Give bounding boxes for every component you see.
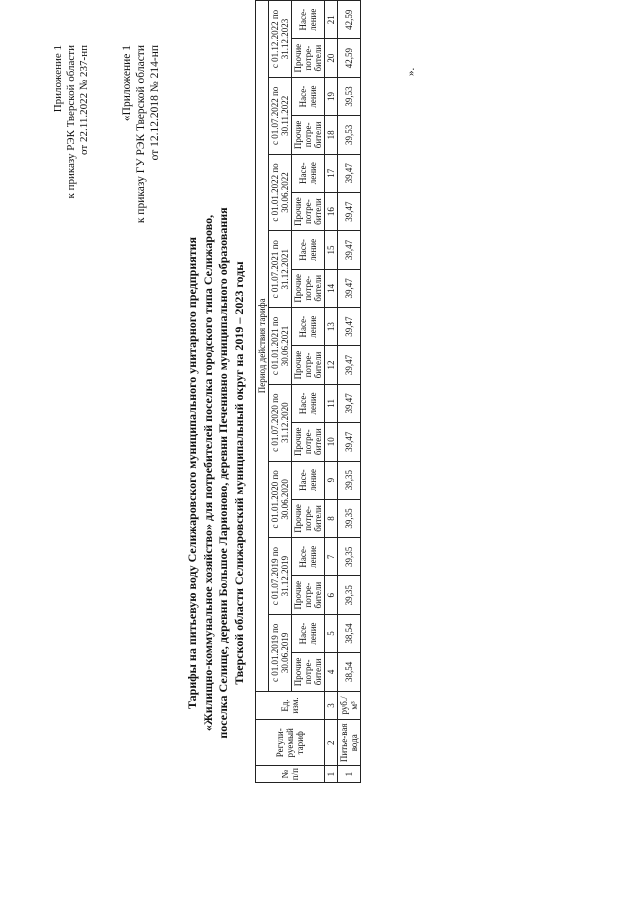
row-value-5: 39,35	[338, 499, 361, 538]
row-value-18: 42,59	[338, 1, 361, 39]
column-number-11: 11	[325, 384, 338, 422]
sub-population-1: Насе-ление	[292, 614, 325, 652]
title-line-3: поселка Селище, деревни Большое Ларионово, деревни Печенивно муниципального образования	[216, 207, 230, 739]
sub-population-7: Насе-ление	[292, 154, 325, 192]
column-number-16: 16	[325, 192, 338, 231]
row-value-7: 39,47	[338, 422, 361, 461]
row-value-16: 39,53	[338, 77, 361, 115]
sub-other-9: Прочие потре-бители	[292, 39, 325, 78]
column-number-17: 17	[325, 154, 338, 192]
column-number-20: 20	[325, 39, 338, 78]
period-8: с 01.07.2022 по 30.11.2022	[269, 77, 292, 154]
sub-other-6: Прочие потре-бители	[292, 269, 325, 308]
row-value-9: 39,47	[338, 346, 361, 385]
header-row-consumers	[292, 1, 325, 783]
sub-other-5: Прочие потре-бители	[292, 346, 325, 385]
column-number-7: 7	[325, 538, 338, 576]
sub-population-3: Насе-ление	[292, 461, 325, 499]
appendix-line-3: от 22.11.2022 № 237-нп	[78, 45, 90, 155]
row-tariff: Питье-вая вода	[338, 720, 361, 766]
column-number-15: 15	[325, 231, 338, 269]
row-num: 1	[338, 766, 361, 783]
header-row-1	[256, 1, 269, 783]
column-number-3: 3	[325, 691, 338, 720]
row-value-4: 39,35	[338, 538, 361, 576]
header-row-periods	[269, 1, 292, 783]
sub-population-6: Насе-ление	[292, 231, 325, 269]
row-value-6: 39,35	[338, 461, 361, 499]
sub-population-5: Насе-ление	[292, 308, 325, 346]
period-2: с 01.07.2019 по 31.12.2019	[269, 538, 292, 615]
original-line-1: «Приложение 1	[121, 45, 133, 122]
sub-population-2: Насе-ление	[292, 538, 325, 576]
column-number-1: 1	[325, 766, 338, 783]
column-number-5: 5	[325, 614, 338, 652]
table-row	[338, 1, 361, 783]
header-tariff: Регули-руемый тариф	[256, 720, 325, 766]
title-line-1: Тарифы на питьевую воду Селижаровского муниципального унитарного предприятия	[185, 236, 199, 710]
column-number-row	[325, 1, 338, 783]
row-value-17: 42,59	[338, 39, 361, 78]
period-5: с 01.01.2021 по 30.06.2021	[269, 308, 292, 385]
column-number-2: 2	[325, 720, 338, 766]
appendix-line-1: Приложение 1	[52, 45, 64, 113]
sub-population-8: Насе-ление	[292, 77, 325, 115]
sub-population-4: Насе-ление	[292, 384, 325, 422]
header-num: № п/п	[256, 766, 325, 783]
period-6: с 01.07.2021 по 31.12.2021	[269, 231, 292, 308]
original-appendix-header	[120, 45, 162, 305]
header-period: Период действия тарифа	[256, 1, 269, 692]
appendix-line-2: к приказу РЭК Тверской области	[65, 45, 77, 199]
row-value-2: 38,54	[338, 614, 361, 652]
sub-other-3: Прочие потре-бители	[292, 499, 325, 538]
column-number-21: 21	[325, 1, 338, 39]
header-unit: Ед. изм.	[256, 691, 325, 720]
row-value-15: 39,53	[338, 116, 361, 155]
row-unit: руб./м³	[338, 691, 361, 720]
row-value-8: 39,47	[338, 384, 361, 422]
row-value-11: 39,47	[338, 269, 361, 308]
column-number-8: 8	[325, 499, 338, 538]
sub-population-9: Насе-ление	[292, 1, 325, 39]
original-line-2: к приказу ГУ РЭК Тверской области	[135, 45, 147, 224]
column-number-6: 6	[325, 576, 338, 615]
original-line-3: от 12.12.2018 № 214-нп	[149, 45, 161, 161]
sub-other-1: Прочие потре-бители	[292, 653, 325, 692]
row-value-10: 39,47	[338, 308, 361, 346]
row-value-12: 39,47	[338, 231, 361, 269]
row-value-14: 39,47	[338, 154, 361, 192]
document-title	[185, 153, 247, 793]
sub-other-7: Прочие потре-бители	[292, 192, 325, 231]
column-number-9: 9	[325, 461, 338, 499]
sub-other-8: Прочие потре-бители	[292, 116, 325, 155]
period-4: с 01.07.2020 по 31.12.2020	[269, 384, 292, 461]
title-line-4: Тверской области Селижаровский муниципальный округ на 2019 – 2023 годы	[231, 261, 246, 685]
sub-other-2: Прочие потре-бители	[292, 576, 325, 615]
closing-quote: ».	[405, 67, 417, 76]
column-number-18: 18	[325, 116, 338, 155]
period-9: с 01.12.2022 по 31.12.2023	[269, 1, 292, 78]
row-value-3: 39,35	[338, 576, 361, 615]
column-number-13: 13	[325, 308, 338, 346]
appendix-header	[52, 45, 91, 275]
sub-other-4: Прочие потре-бители	[292, 422, 325, 461]
period-3: с 01.01.2020 по 30.06.2020	[269, 461, 292, 538]
period-1: с 01.01.2019 по 30.06.2019	[269, 614, 292, 691]
period-7: с 01.01.2022 по 30.06.2022	[269, 154, 292, 231]
column-number-14: 14	[325, 269, 338, 308]
tariff-table	[255, 0, 361, 783]
column-number-4: 4	[325, 653, 338, 692]
column-number-19: 19	[325, 77, 338, 115]
title-line-2: «Жилищно-коммунальное хозяйство» для потребителей поселка городского типа Селижарово,	[200, 214, 215, 732]
row-value-13: 39,47	[338, 192, 361, 231]
row-value-1: 38,54	[338, 653, 361, 692]
column-number-12: 12	[325, 346, 338, 385]
column-number-10: 10	[325, 422, 338, 461]
